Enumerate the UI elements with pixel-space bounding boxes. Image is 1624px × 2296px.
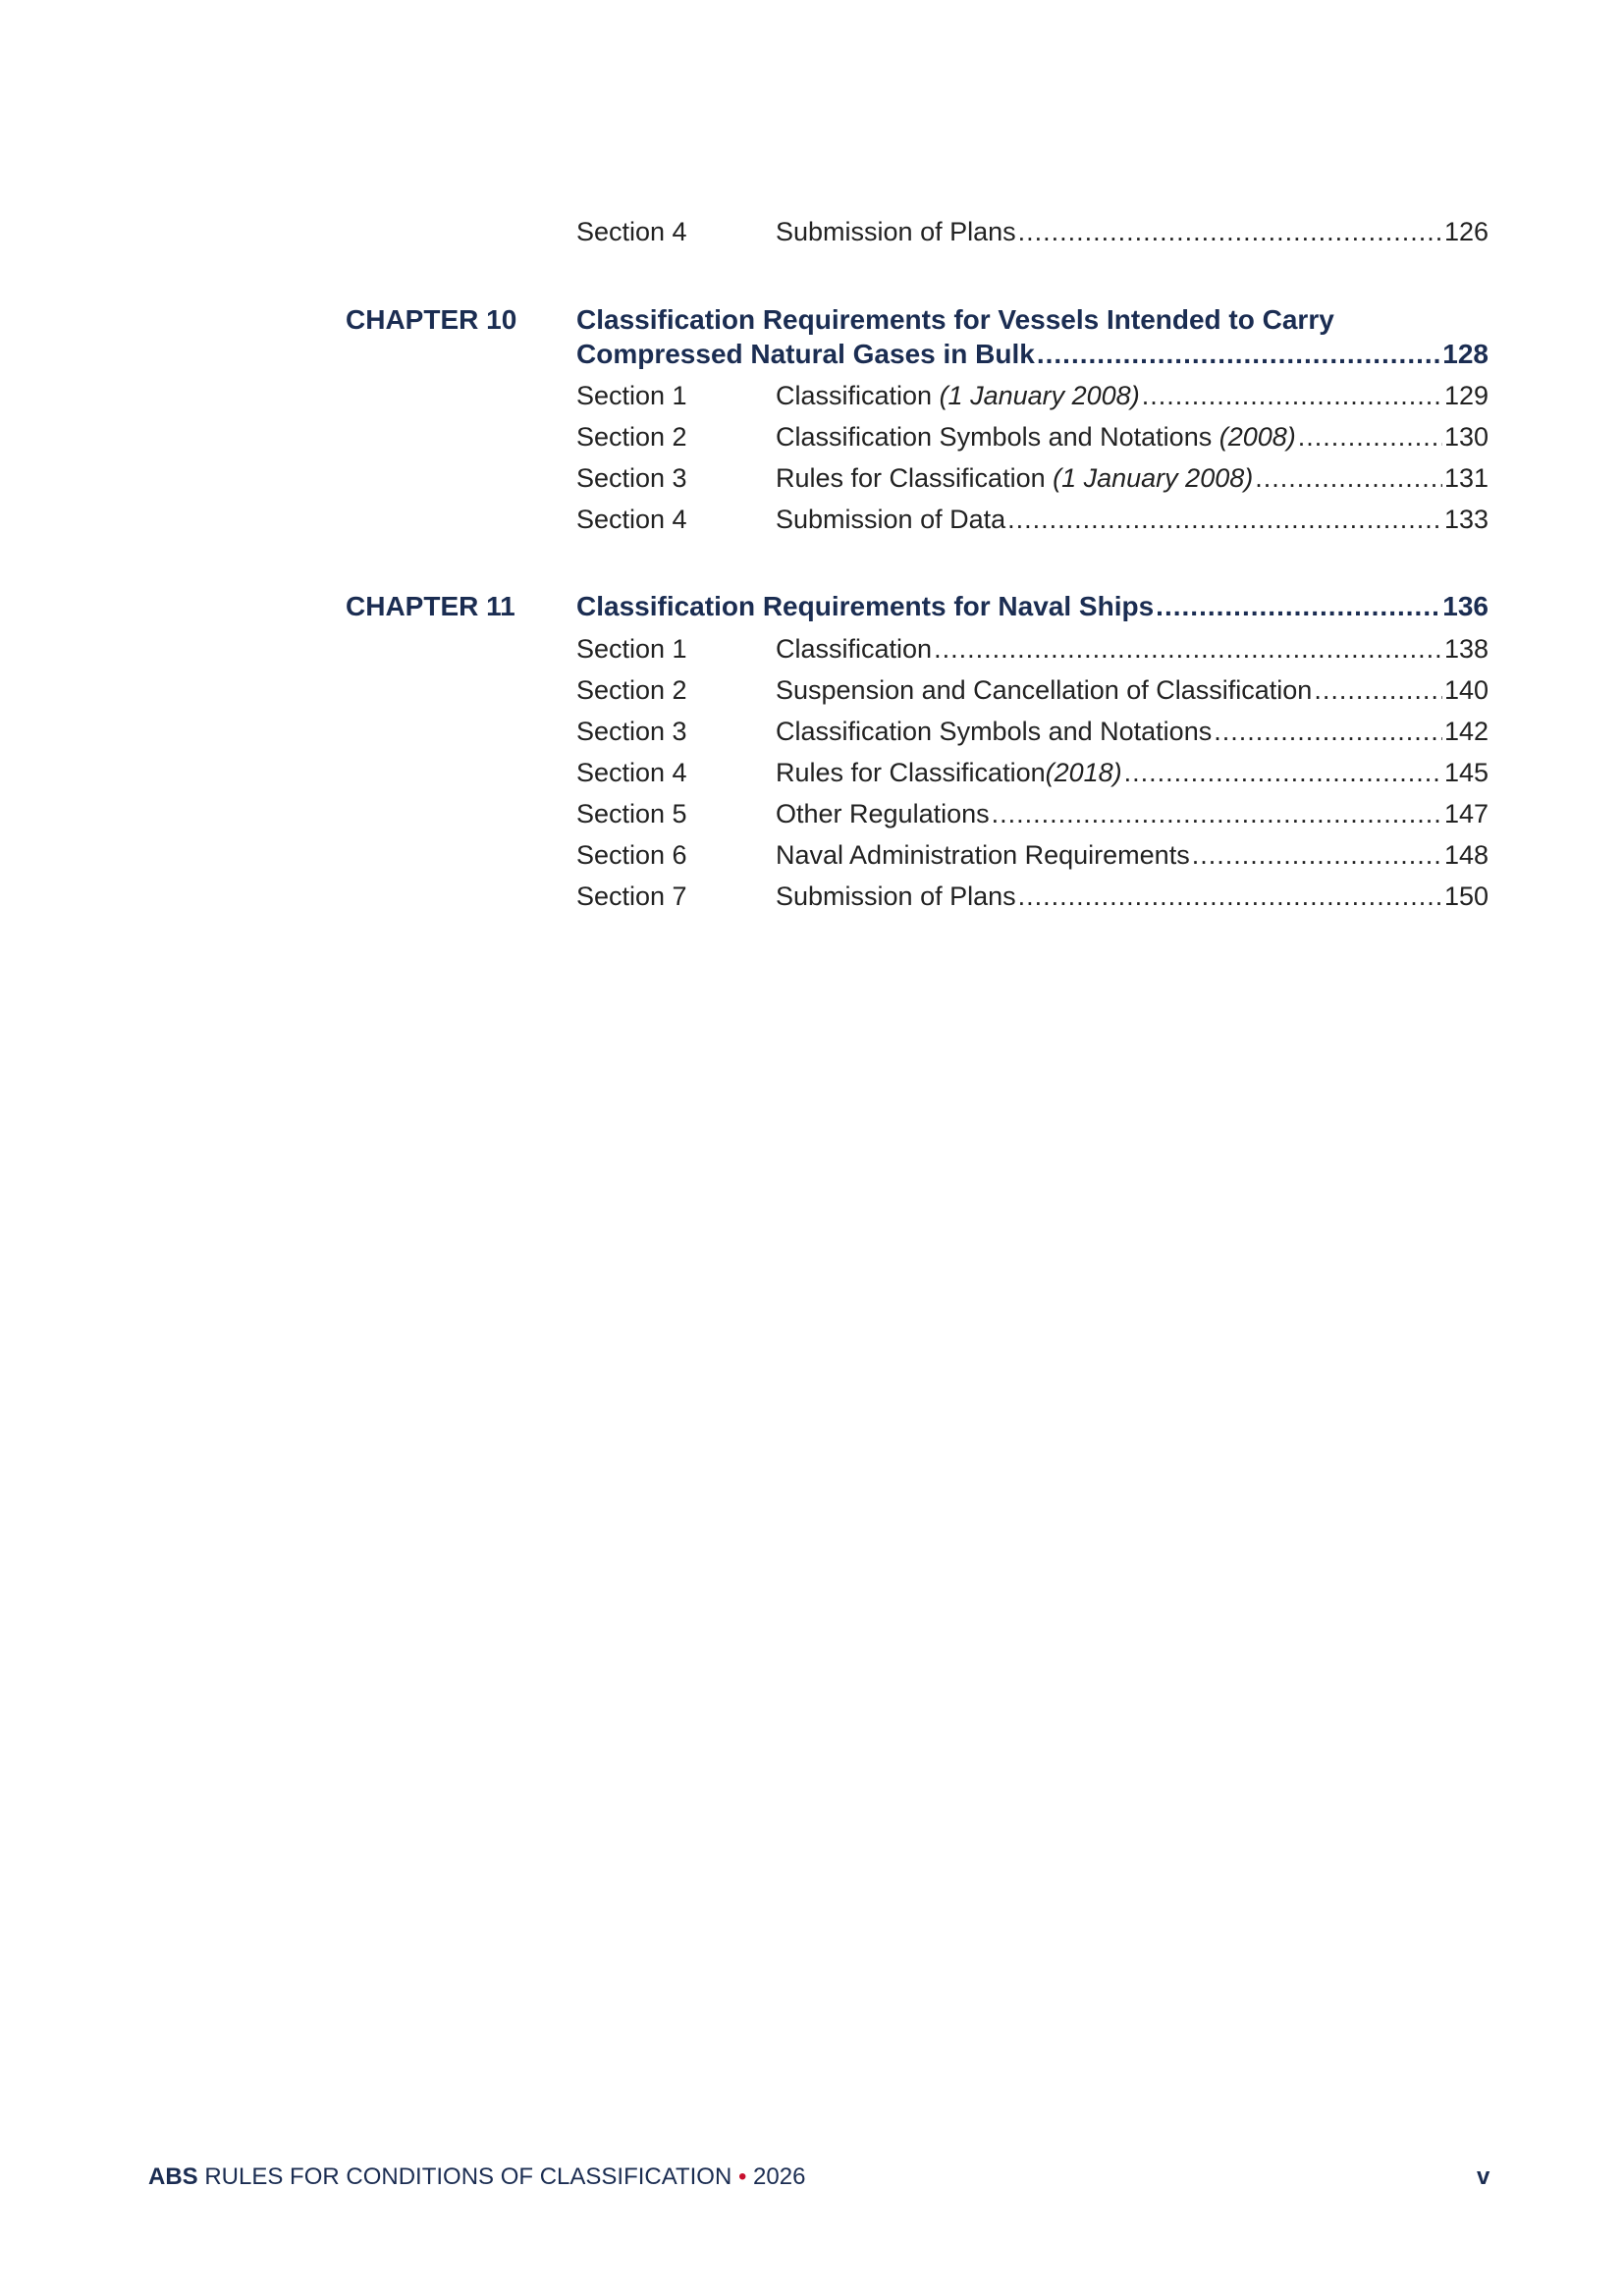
section-title: Suspension and Cancellation of Classification [776, 675, 1313, 705]
section-label: Section 6 [576, 840, 687, 870]
chapter-heading[interactable] [0, 304, 1624, 344]
dot-leader [1192, 840, 1442, 871]
section-label: Section 2 [576, 675, 687, 705]
section-title: Classification (1 January 2008) [776, 381, 1140, 410]
toc-entry[interactable] [0, 463, 1624, 503]
footer-brand: ABS [148, 2163, 198, 2190]
dot-leader [992, 799, 1442, 829]
section-title: Naval Administration Requirements [776, 840, 1190, 870]
chapter-title-line1: Classification Requirements for Vessels Intended to Carry [576, 304, 1334, 335]
page-number: 131 [1443, 463, 1489, 493]
page-number: 140 [1443, 675, 1489, 705]
dot-leader [1214, 717, 1442, 747]
footer-page-number: v [1477, 2163, 1490, 2190]
section-line [776, 799, 1489, 829]
chapter-heading[interactable] [0, 591, 1624, 630]
toc-entry[interactable] [0, 675, 1624, 715]
page-number: 126 [1443, 217, 1489, 246]
dot-leader [1037, 339, 1440, 370]
section-label: Section 1 [576, 634, 687, 664]
chapter-title-line: Classification Requirements for Naval Ships ..... 136 [576, 591, 1489, 622]
dot-leader [1007, 505, 1442, 535]
toc-entry[interactable] [0, 758, 1624, 797]
page-number: 145 [1443, 758, 1489, 787]
dot-leader [1314, 675, 1442, 706]
section-line [776, 758, 1489, 788]
page-number: 147 [1443, 799, 1489, 828]
page-number: 128 [1442, 339, 1489, 369]
toc-entry[interactable] [0, 422, 1624, 461]
page-number: 142 [1443, 717, 1489, 746]
footer-bullet: • [737, 2163, 747, 2190]
toc-entry[interactable] [0, 881, 1624, 921]
section-line [776, 634, 1489, 665]
toc-entry[interactable] [0, 381, 1624, 420]
section-line [776, 717, 1489, 747]
chapter-label: CHAPTER 10 [346, 304, 517, 335]
section-line [776, 422, 1489, 453]
section-label: Section 4 [576, 505, 687, 534]
section-title: Classification Symbols and Notations (2008) [776, 422, 1296, 452]
section-title: Submission of Plans [776, 881, 1016, 911]
section-label: Section 7 [576, 881, 687, 911]
page-number: 129 [1443, 381, 1489, 410]
dot-leader [1255, 463, 1442, 494]
section-label: Section 1 [576, 381, 687, 410]
page-number: 130 [1443, 422, 1489, 452]
section-title: Classification [776, 634, 933, 664]
dot-leader [1156, 591, 1440, 622]
footer-year: 2026 [746, 2163, 806, 2190]
dot-leader [1018, 217, 1442, 247]
section-line [776, 881, 1489, 912]
dot-leader [1018, 881, 1442, 912]
section-label: Section 3 [576, 717, 687, 746]
section-title: Submission of Data [776, 505, 1006, 534]
section-label: Section 2 [576, 422, 687, 452]
section-line [776, 675, 1489, 706]
dot-leader [1142, 381, 1442, 411]
chapter-heading-continued[interactable] [0, 339, 1624, 378]
section-title: Other Regulations [776, 799, 990, 828]
dot-leader [1298, 422, 1442, 453]
section-label: Section 4 [576, 758, 687, 787]
footer-document-title: RULES FOR CONDITIONS OF CLASSIFICATION [197, 2163, 738, 2190]
section-line [776, 505, 1489, 535]
chapter-label: CHAPTER 11 [346, 591, 515, 621]
section-label: Section 4 [576, 217, 687, 246]
page-number: 133 [1443, 505, 1489, 534]
toc-entry[interactable] [0, 217, 1624, 256]
section-title: Submission of Plans [776, 217, 1016, 246]
section-title: Rules for Classification (1 January 2008) [776, 463, 1254, 493]
page-number: 136 [1442, 591, 1489, 621]
section-line [776, 217, 1489, 247]
section-line [776, 840, 1489, 871]
page-number: 138 [1443, 634, 1489, 664]
toc-entry[interactable] [0, 634, 1624, 673]
toc-entry[interactable] [0, 799, 1624, 838]
toc-entry[interactable] [0, 717, 1624, 756]
toc-entry[interactable] [0, 505, 1624, 544]
dot-leader [934, 634, 1442, 665]
section-title: Classification Symbols and Notations [776, 717, 1213, 746]
section-label: Section 3 [576, 463, 687, 493]
toc-entry[interactable] [0, 840, 1624, 880]
section-title: Rules for Classification(2018) [776, 758, 1122, 787]
dot-leader [1124, 758, 1442, 788]
section-line [776, 463, 1489, 494]
section-label: Section 5 [576, 799, 687, 828]
section-line [776, 381, 1489, 411]
chapter-title-line2: Compressed Natural Gases in Bulk ..... 128 [576, 339, 1489, 370]
footer-title [148, 2163, 805, 2191]
page-number: 148 [1443, 840, 1489, 870]
page-number: 150 [1443, 881, 1489, 911]
